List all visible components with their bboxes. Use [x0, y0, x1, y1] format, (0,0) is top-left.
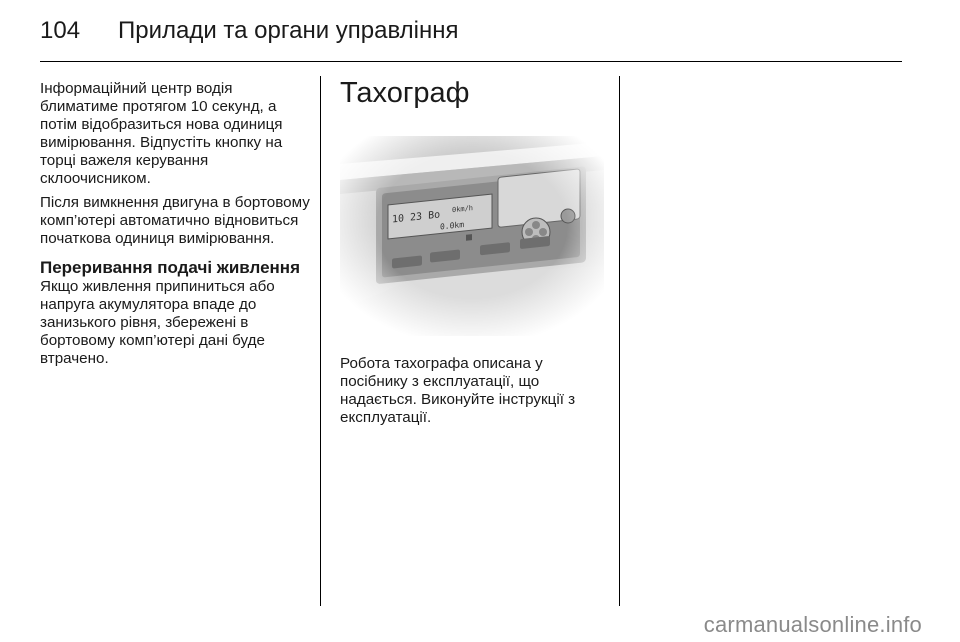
body-paragraph: Інформаційний центр водія блиматиме протягом 10 секунд, а потім відобразиться нова одиниця вимірювання. Відпустіть кнопку на торці важеля керування склоочисником. [40, 80, 283, 187]
header-rule [40, 61, 902, 62]
tachograph-illustration-icon [340, 136, 604, 336]
page-number: 104 [40, 17, 81, 44]
body-paragraph: Робота тахографа описана у посібнику з експлуатації, що надається. Виконуйте інструкції з експлуатації. [340, 355, 576, 426]
column-divider-2 [619, 76, 620, 606]
watermark: carmanualsonline.info [703, 612, 922, 637]
column-divider-1 [320, 76, 321, 606]
body-paragraph: Якщо живлення припиниться або напруга акумулятора впаде до занизького рівня, збережені в бортовому комп’ютері дані буде втрачено. [40, 278, 275, 367]
left-column [40, 80, 312, 374]
page-header [40, 14, 902, 48]
middle-column [340, 77, 604, 433]
body-paragraph: Після вимкнення двигуна в бортовому комп’ютері автоматично відновиться початкова одиниця вимірювання. [40, 194, 310, 247]
tachograph-heading: Тахограф [340, 77, 470, 109]
subsection-heading: Переривання подачі живлення [40, 258, 300, 277]
section-title: Прилади та органи управління [118, 17, 459, 44]
